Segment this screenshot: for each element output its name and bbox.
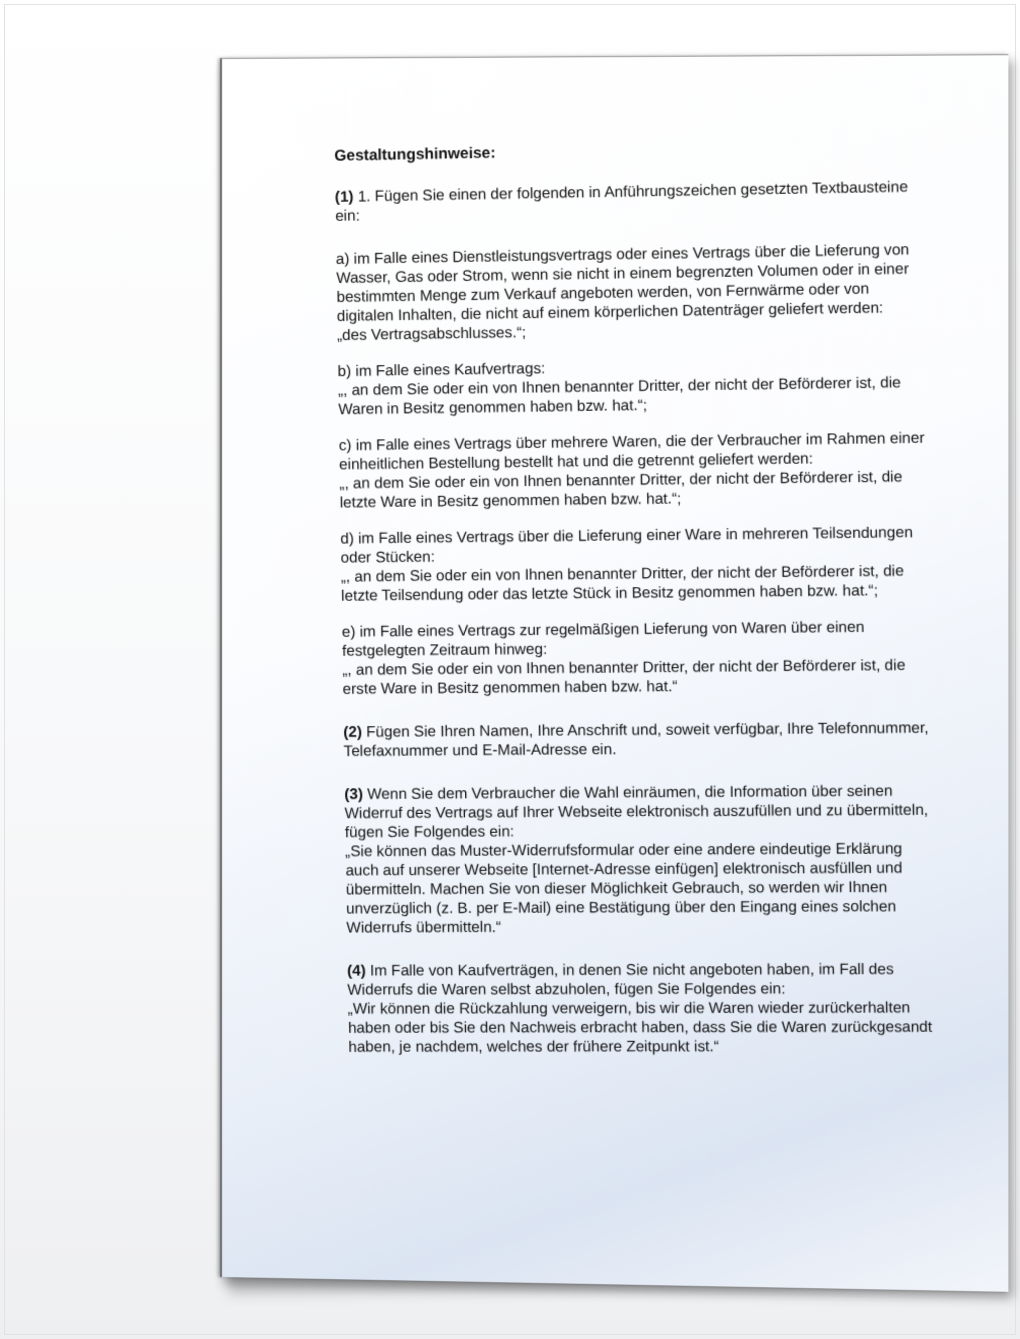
paragraph-number: (1) [334,188,354,206]
paragraph-line: letzte Ware in Besitz genommen haben bzw. hat.“; [339,490,682,512]
paragraph-line: erste Ware in Besitz genommen haben bzw. hat.“ [342,677,678,698]
paragraph [347,960,946,1057]
paragraph-line: unverzüglich (z. B. per E-Mail) eine Bestätigung über den Eingang eines solchen [346,898,897,918]
paragraph-line: Widerruf des Vertrags auf Ihrer Webseite elektronisch auszufüllen und zu übermitteln, [344,801,929,823]
paragraph-text: Im Falle von Kaufverträgen, in denen Sie nicht angeboten haben, im Fall des [365,960,894,980]
paragraph-line: ein: [335,207,361,225]
paragraph-line: a) im Falle eines Dienstleistungsvertrags oder eines Vertrags über die Lieferung von [335,241,910,268]
paragraph-line: Telefaxnummer und E-Mail-Adresse ein. [343,740,617,761]
paragraph-line: „, an dem Sie oder ein von Ihnen benannter Dritter, der nicht der Beförderer ist, die [340,562,905,586]
paragraph-line: e) im Falle eines Vertrags zur regelmäßigen Lieferung von Waren über einen [341,618,865,641]
paragraph-line [347,960,945,981]
paragraph-line: Widerrufs die Waren selbst abzuholen, fügen Sie Folgendes ein: [347,980,786,999]
paragraph-line: b) im Falle eines Kaufvertrags: [337,360,546,381]
document-content [334,135,946,1073]
paragraph [340,523,938,606]
paragraph-line: haben, je nachdem, welches der frühere Zeitpunkt ist.“ [348,1038,720,1056]
paragraph-number: (3) [344,785,364,804]
paragraph-number: (4) [347,962,366,980]
paragraph-list [335,177,946,1057]
paragraph [339,428,937,512]
paragraph [336,240,935,345]
paragraph-text: Wenn Sie dem Verbraucher die Wahl einräumen, die Information über seinen [362,782,893,804]
document-heading: Gestaltungshinweise: [334,144,496,165]
paragraph-line: übermitteln. Machen Sie von dieser Möglichkeit Gebrauch, so werden wir Ihnen [345,878,888,899]
paragraph-line: d) im Falle eines Vertrags über die Lieferung einer Ware in mehreren Teilsendungen [340,523,913,548]
paragraph-text: Fügen Sie Ihren Namen, Ihre Anschrift und, soweit verfügbar, Ihre Telefonnummer, [361,719,929,741]
paragraph-line: Waren in Besitz genommen haben bzw. hat.“; [338,396,648,419]
paragraph-line: auch auf unserer Webseite [Internet-Adresse einfügen] elektronisch ausfüllen und [345,859,903,880]
paragraph [342,617,940,699]
paragraph [335,177,933,226]
paragraph-line: letzte Teilsendung oder das letzte Stück in Besitz genommen haben bzw. hat.“; [341,582,879,605]
paragraph-text: 1. Fügen Sie einen der folgenden in Anführungszeichen gesetzten Textbausteine [353,178,909,206]
paragraph-line: „des Vertragsabschlusses.“; [337,324,527,345]
paragraph-line: Widerrufs übermitteln.“ [346,918,502,937]
paragraph-line: „, an dem Sie oder ein von Ihnen benannter Dritter, der nicht der Beförderer ist, die [337,374,902,400]
paragraph-number: (2) [343,723,363,741]
paragraph-line: digitalen Inhalten, die nicht auf einem körperlichen Datenträger geliefert werden: [336,299,884,326]
paragraph-line: oder Stücken: [340,548,436,567]
paragraph-line: festgelegten Zeitraum hinweg: [341,640,548,660]
paragraph-line: „, an dem Sie oder ein von Ihnen benannter Dritter, der nicht der Beförderer ist, die [339,468,903,493]
paragraph-line: fügen Sie Folgendes ein: [344,823,515,842]
paragraph [344,781,944,937]
paragraph-line: Wasser, Gas oder Strom, wenn sie nicht in einem begrenzten Volumen oder in einer [336,260,910,287]
paragraph-line: „, an dem Sie oder ein von Ihnen benannter Dritter, der nicht der Beförderer ist, die [342,656,906,679]
paragraph [338,353,936,419]
paragraph-line: haben oder bis Sie den Nachweis erbracht haben, dass Sie die Waren zurückgesandt [347,1018,933,1037]
paragraph-line: „Wir können die Rückzahlung verweigern, bis wir die Waren wieder zurückerhalten [347,999,911,1018]
paragraph-line: c) im Falle eines Vertrags über mehrere Waren, die der Verbraucher im Rahmen einer [338,429,925,455]
paragraph-line: „Sie können das Muster-Widerrufsformular oder eine andere eindeutige Erklärung [345,840,903,861]
paragraph-line: bestimmten Menge zum Verkauf angeboten werden, von Fernwärme oder von [336,280,870,306]
paragraph-line: einheitlichen Bestellung bestellt hat und die getrennt geliefert werden: [339,450,814,474]
document-page [220,54,1008,1292]
paragraph [343,718,941,761]
